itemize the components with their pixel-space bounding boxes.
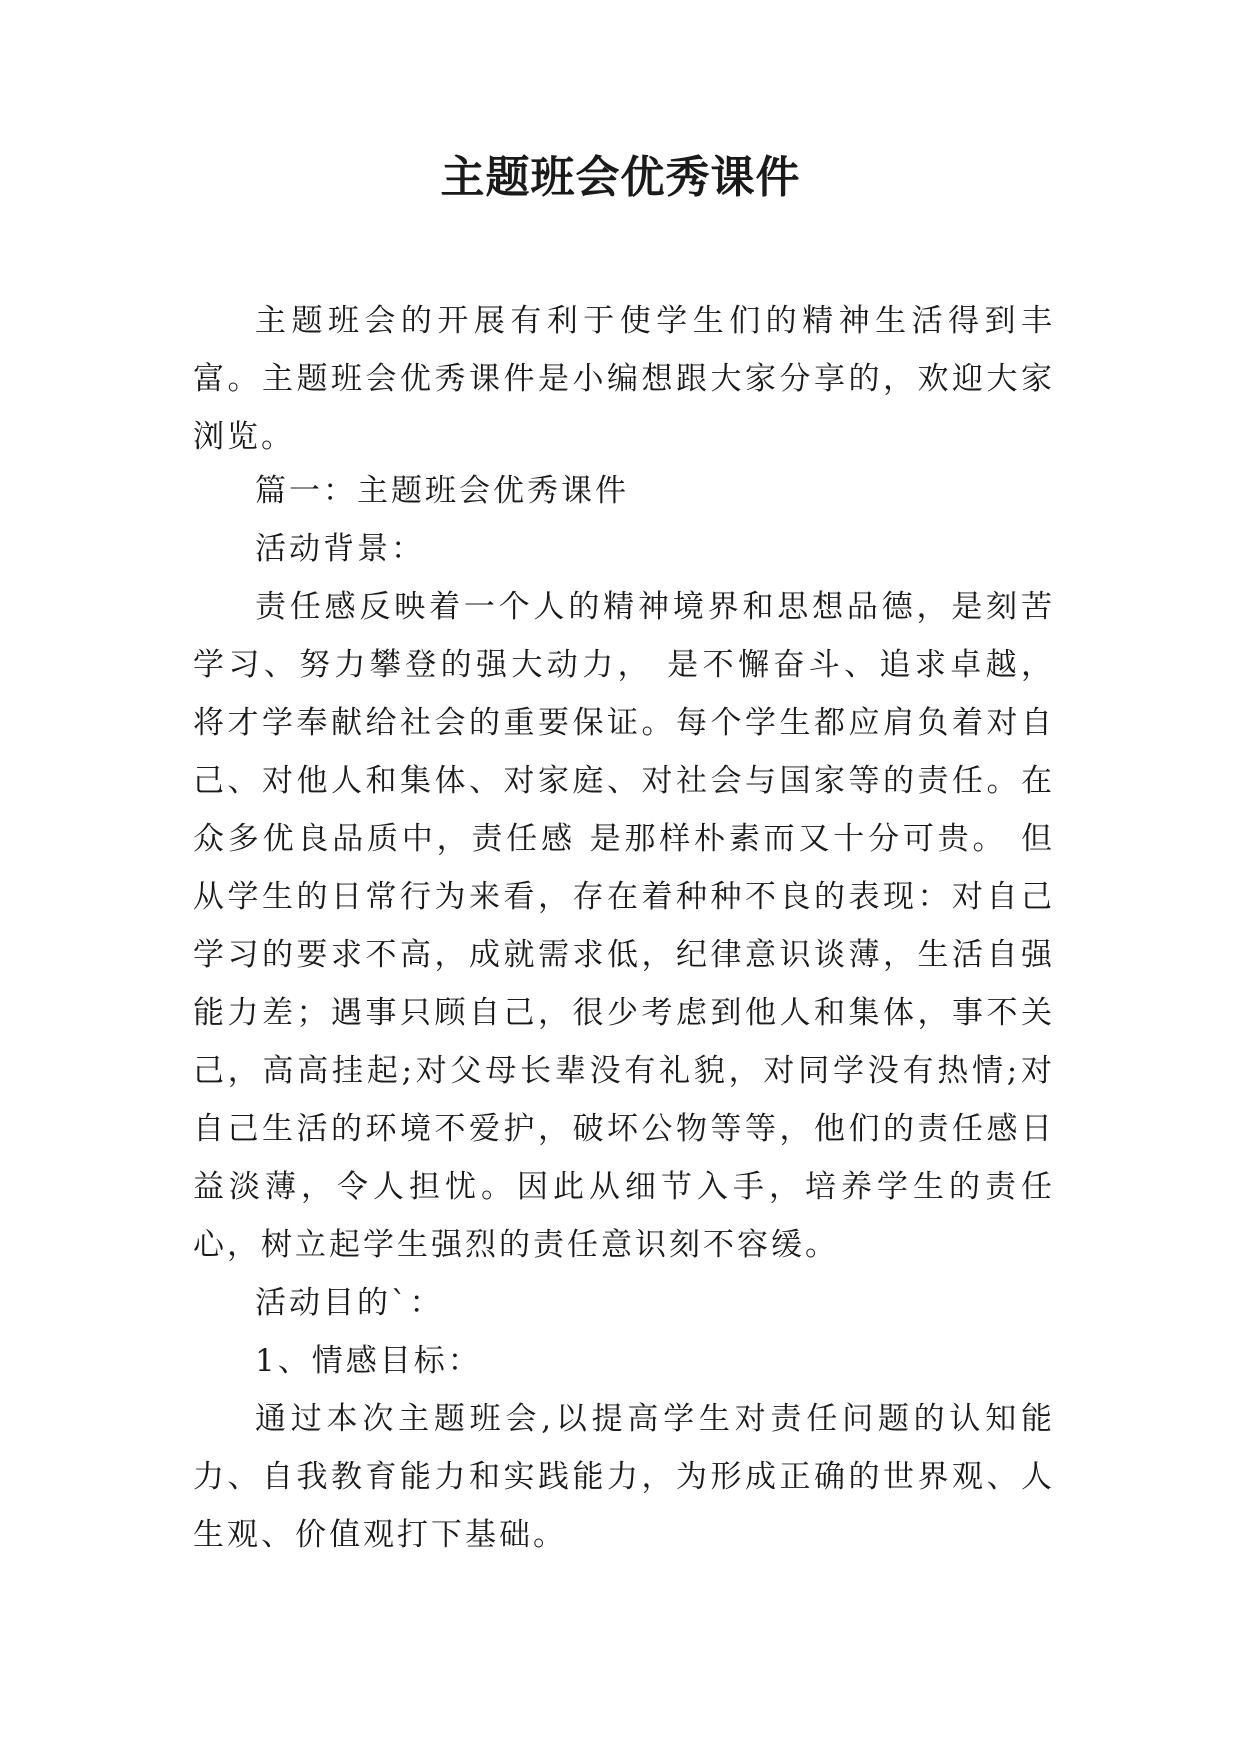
intro-section	[193, 292, 1055, 466]
article-section	[193, 462, 1055, 1564]
goal-1-label: 1、情感目标：	[255, 1343, 482, 1379]
background-label: 活动背景：	[255, 531, 425, 567]
goal-1-paragraph: 通过本次主题班会,以提高学生对责任问题的认知能力、自我教育能力和实践能力，为形成正确的世界观、人生观、价值观打下基础。	[193, 1401, 1055, 1553]
document-title: 主题班会优秀课件	[440, 152, 801, 203]
section-heading: 篇一：主题班会优秀课件	[255, 473, 629, 509]
purpose-label: 活动目的`：	[255, 1285, 444, 1321]
intro-paragraph: 主题班会的开展有利于使学生们的精神生活得到丰富。主题班会优秀课件是小编想跟大家分享的，欢迎大家浏览。	[193, 303, 1055, 455]
background-paragraph: 责任感反映着一个人的精神境界和思想品德，是刻苦学习、努力攀登的强大动力， 是不懈奋斗、追求卓越，将才学奉献给社会的重要保证。每个学生都应肩负着对自己、对他人和集体、对家庭、对社会与国家等的责任。在众多优良品质中，责任感 是那样朴素而又十分可贵。 但从学生的日常行为来看，存在着种种不良的表现：对自己学习的要求不高，成就需求低，纪律意识谈薄，生活自强能力差；遇事只顾自己，很少考虑到他人和集体，事不关己，高高挂起;对父母长辈没有礼貌，对同学没有热情;对自己生活的环境不爱护，破坏公物等等，他们的责任感日 益淡薄，令人担忧。因此从细节入手，培养学生的责任心，树立起学生强烈的责任意识刻不容缓。	[193, 589, 1055, 1263]
